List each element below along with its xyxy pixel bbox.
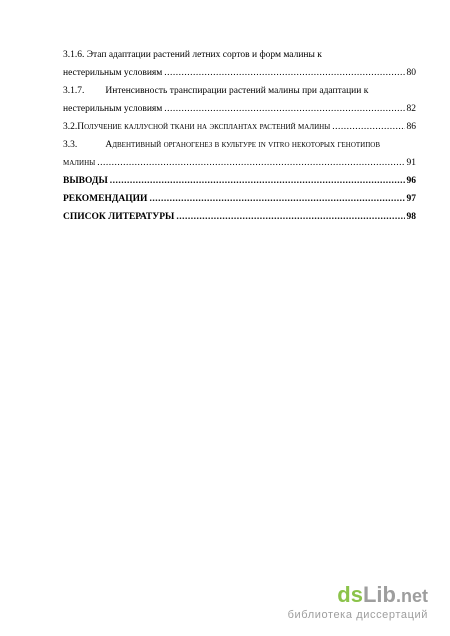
toc-entry-title-cont: нестерильным условиям <box>63 68 163 78</box>
leader-dots <box>332 118 404 136</box>
toc-page-number: 86 <box>406 122 416 132</box>
toc-page-number: 91 <box>406 158 416 168</box>
toc-entry-number: 3.3. <box>63 140 78 150</box>
toc-entry-title: Адвентивный органогенез в культуре in vitro некоторых генотипов <box>105 140 380 150</box>
toc-entry-3-1-6-line2[interactable] <box>63 64 416 82</box>
toc-entry-number: 3.1.6. <box>63 50 85 60</box>
toc-entry-title: Интенсивность транспирации растений малины при адаптации к <box>105 86 369 96</box>
toc-entry-title-cont: нестерильным условиям <box>63 104 163 114</box>
leader-dots <box>176 208 404 226</box>
toc-entry-3-3-line1 <box>63 136 416 154</box>
dslib-watermark <box>288 584 428 621</box>
leader-dots <box>149 190 404 208</box>
toc-page-number: 97 <box>406 194 416 204</box>
toc-page-number: 82 <box>406 104 416 114</box>
toc-entry-title: СПИСОК ЛИТЕРАТУРЫ <box>63 212 175 222</box>
leader-dots <box>110 172 405 190</box>
toc-entry-title: РЕКОМЕНДАЦИИ <box>63 194 148 204</box>
toc-entry-3-1-7-line2[interactable] <box>63 100 416 118</box>
table-of-contents <box>63 46 416 226</box>
toc-page-number: 80 <box>406 68 416 78</box>
dslib-logo: dsLib.net <box>337 582 428 607</box>
toc-entry-3-1-7-line1 <box>63 82 416 100</box>
toc-entry-recommendations[interactable] <box>63 190 416 208</box>
toc-entry-title: ВЫВОДЫ <box>63 176 108 186</box>
toc-entry-title: Получение каллусной ткани на эксплантах растений малины <box>77 122 331 132</box>
watermark-subtitle: библиотека диссертаций <box>287 609 428 621</box>
toc-entry-number: 3.2. <box>63 122 78 132</box>
toc-page-number: 98 <box>406 212 416 222</box>
toc-page-number: 96 <box>406 176 416 186</box>
toc-entry-3-3-line2[interactable] <box>63 154 416 172</box>
toc-entry-3-1-6-line1 <box>63 46 416 64</box>
toc-entry-title-cont: малины <box>63 158 96 168</box>
toc-entry-3-2[interactable] <box>63 118 416 136</box>
toc-entry-number: 3.1.7. <box>63 86 85 96</box>
leader-dots <box>164 64 404 82</box>
toc-entry-title: Этап адаптации растений летних сортов и форм малины к <box>86 50 322 60</box>
leader-dots <box>97 154 404 172</box>
leader-dots <box>164 100 404 118</box>
toc-entry-references[interactable] <box>63 208 416 226</box>
toc-entry-conclusions[interactable] <box>63 172 416 190</box>
